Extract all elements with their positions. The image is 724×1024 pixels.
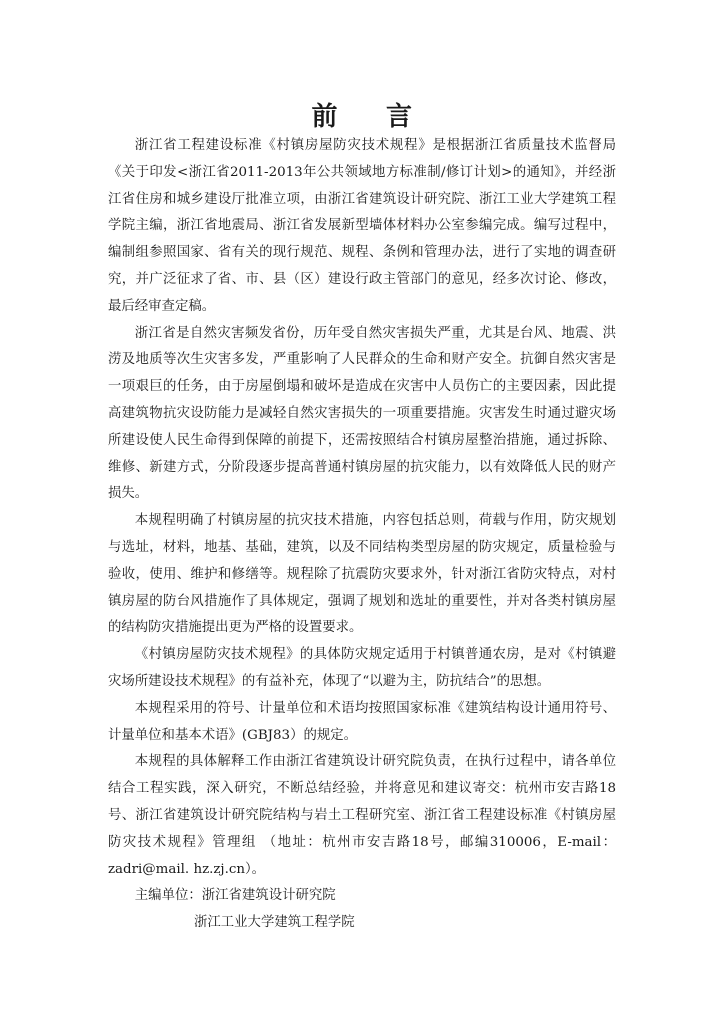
paragraph-6: 本规程的具体解释工作由浙江省建筑设计研究院负责，在执行过程中，请各单位结合工程实践，深入研究，不断总结经验，并将意见和建议寄交：杭州市安吉路18号、浙江省建筑设计研究院结构与岩土工程研究室、浙江省工程建设标准《村镇房屋防灾技术规程》管理组 （地址：杭州市安吉路18号，邮编310006，E-mail：zadri@mail. hz.zj.cn）。 bbox=[108, 754, 616, 877]
title-char-1: 前 bbox=[311, 102, 338, 132]
paragraph-5: 本规程采用的符号、计量单位和术语均按照国家标准《建筑结构设计通用符号、计量单位和基本术语》(GBJ83）的规定。 bbox=[108, 700, 616, 743]
paragraph-2: 浙江省是自然灾害频发省份，历年受自然灾害损失严重，尤其是台风、地震、洪涝及地质等次生灾害多发，严重影响了人民群众的生命和财产安全。抗御自然灾害是一项艰巨的任务，由于房屋倒塌和破坏是造成在灾害中人员伤亡的主要因素，因此提高建筑物抗灾设防能力是减轻自然灾害损失的一项重要措施。灾害发生时通过避灾场所建设使人民生命得到保障的前提下，还需按照结合村镇房屋整治措施，通过拆除、维修、新建方式，分阶段逐步提高普通村镇房屋的抗灾能力，以有效降低人民的财产损失。 bbox=[108, 325, 616, 502]
paragraph-3: 本规程明确了村镇房屋的抗灾技术措施，内容包括总则，荷载与作用，防灾规划与选址，材料，地基、基础，建筑，以及不同结构类型房屋的防灾规定，质量检验与验收，使用、维护和修缮等。规程除了抗震防灾要求外，针对浙江省防灾特点，对村镇房屋的防台风措施作了具体规定，强调了规划和选址的重要性，并对各类村镇房屋的结构防灾措施提出更为严格的设置要求。 bbox=[108, 513, 616, 636]
chief-editor-unit: 主编单位：浙江省建筑设计研究院 bbox=[134, 888, 336, 904]
title-char-2: 言 bbox=[386, 102, 413, 132]
paragraph-1: 浙江省工程建设标准《村镇房屋防灾技术规程》是根据浙江省质量技术监督局《关于印发<浙江省2011-2013年公共领域地方标准制/修订计划>的通知》，并经浙江省住房和城乡建设厅批准立项，由浙江省建筑设计研究院、浙江工业大学建筑工程学院主编，浙江省地震局、浙江省发展新型墙体材料办公室参编完成。编写过程中，编制组参照国家、省有关的现行规范、规程、条例和管理办法，进行了实地的调查研究，并广泛征求了省、市、县（区）建设行政主管部门的意见，经多次讨论、修改，最后经审查定稿。 bbox=[108, 138, 616, 314]
chief-editor-unit-2: 浙江工业大学建筑工程学院 bbox=[194, 915, 355, 931]
paragraph-4: 《村镇房屋防灾技术规程》的具体防灾规定适用于村镇普通农房，是对《村镇避灾场所建设技术规程》的有益补充，体现了“以避为主，防抗结合”的思想。 bbox=[108, 647, 616, 689]
preface-body bbox=[108, 133, 616, 937]
page-title bbox=[0, 96, 724, 133]
